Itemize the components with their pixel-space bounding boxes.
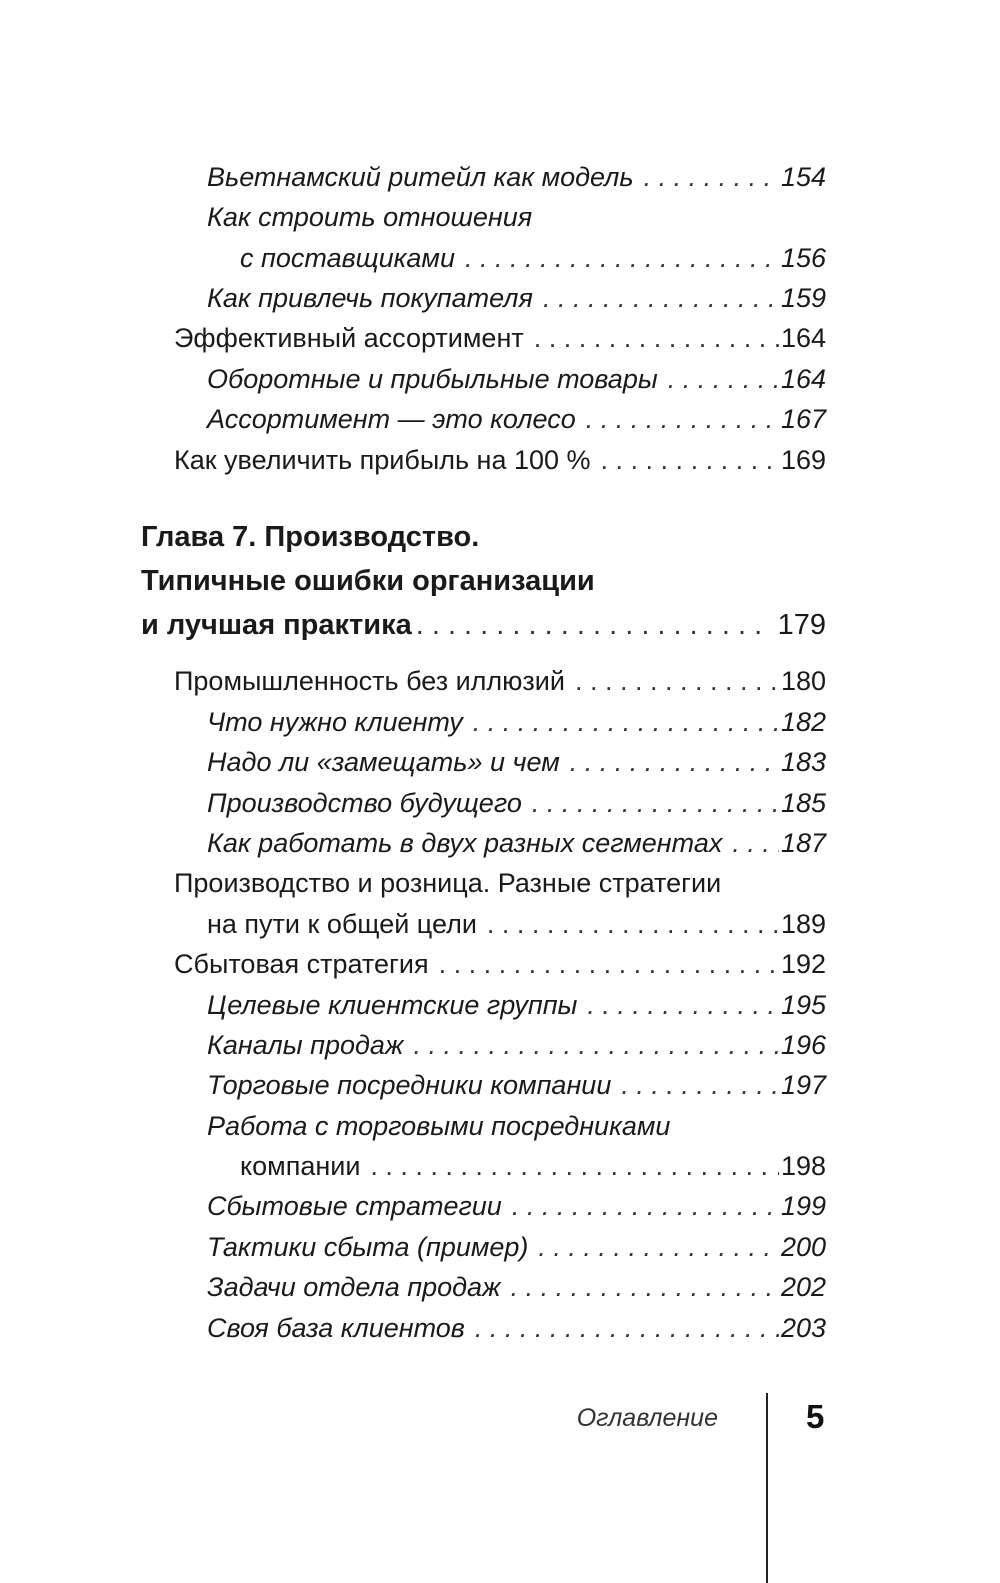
leader-dots (473, 702, 779, 742)
toc-entry[interactable] (207, 1308, 826, 1348)
running-footer-title: Оглавление (576, 1404, 718, 1432)
leader-dots (416, 603, 766, 647)
toc-entry-page: 202 (780, 1272, 826, 1302)
toc-entry[interactable] (174, 318, 826, 358)
leader-dots (534, 318, 779, 358)
toc-entry[interactable] (207, 742, 826, 782)
toc-entry-page: 195 (780, 990, 826, 1020)
toc-entry-page: 197 (780, 1070, 826, 1100)
leader-dots (370, 1146, 779, 1186)
leader-dots (644, 157, 779, 197)
toc-entry-page: 154 (780, 162, 826, 192)
toc-entry[interactable] (174, 440, 826, 480)
toc-entry-title: Тактики сбыта (пример) (207, 1232, 529, 1262)
toc-entry-page: 183 (780, 747, 826, 777)
toc-entry-title: Оборотные и прибыльные товары (207, 364, 658, 394)
toc-entry-page: 159 (780, 283, 826, 313)
toc-entry[interactable] (207, 985, 826, 1025)
toc-entry-title: Задачи отдела продаж (207, 1272, 501, 1302)
toc-entry-page: 187 (780, 828, 826, 858)
toc-entry-page: 164 (780, 323, 826, 353)
toc-entry-page: 196 (780, 1030, 826, 1060)
toc-entry[interactable] (207, 1267, 826, 1307)
chapter-entry[interactable] (141, 603, 826, 647)
leader-dots (532, 783, 779, 823)
toc-entry[interactable] (174, 944, 826, 984)
toc-entry-page: 185 (780, 788, 826, 818)
leader-dots (575, 661, 779, 701)
toc-entry[interactable] (207, 823, 826, 863)
toc-entry-continuation[interactable] (240, 1146, 826, 1186)
toc-entry-title: Как строить отношения (207, 202, 533, 232)
toc-entry-continuation[interactable] (207, 904, 826, 944)
page-number: 5 (806, 1398, 825, 1435)
toc-entry-page: 189 (780, 909, 826, 939)
leader-dots (601, 440, 779, 480)
toc-entry[interactable] (207, 399, 826, 439)
toc-entry-page: 203 (780, 1313, 826, 1343)
toc-entry[interactable] (207, 1106, 670, 1146)
toc-entry-title: Вьетнамский ритейл как модель (207, 162, 634, 192)
toc-entry[interactable] (207, 197, 532, 237)
toc-entry-title: Ассортимент — это колесо (207, 404, 576, 434)
leader-dots (487, 904, 779, 944)
toc-entry-title: Эффективный ассортимент (174, 323, 524, 353)
toc-entry-page: 182 (780, 707, 826, 737)
toc-entry[interactable] (207, 1025, 826, 1065)
leader-dots (543, 278, 779, 318)
toc-entry-page: 198 (780, 1151, 826, 1181)
toc-entry-title: Производство будущего (207, 788, 522, 818)
toc-entry[interactable] (174, 863, 721, 903)
toc-entry[interactable] (207, 1227, 826, 1267)
leader-dots (587, 985, 779, 1025)
toc-entry-title: Производство и розница. Разные стратегии (174, 868, 722, 898)
toc-entry-title: компании (240, 1151, 361, 1181)
footer-divider (766, 1393, 768, 1583)
leader-dots (621, 1065, 779, 1105)
toc-entry[interactable] (207, 157, 826, 197)
chapter-title-line: и лучшая практика (141, 609, 412, 641)
toc-entry-title: Каналы продаж (207, 1030, 404, 1060)
toc-entry[interactable] (207, 278, 826, 318)
leader-dots (439, 944, 779, 984)
toc-entry-title: Сбытовые стратегии (207, 1191, 502, 1221)
toc-entry-page: 192 (780, 949, 826, 979)
toc-entry-title: Работа с торговыми посредниками (207, 1111, 671, 1141)
leader-dots (570, 742, 779, 782)
leader-dots (668, 359, 779, 399)
chapter-title-line[interactable]: Типичные ошибки организации (141, 565, 595, 597)
toc-entry[interactable] (207, 359, 826, 399)
toc-entry-page: 167 (780, 404, 826, 434)
toc-entry-title: на пути к общей цели (207, 909, 477, 939)
leader-dots (475, 1308, 779, 1348)
leader-dots (732, 823, 779, 863)
toc-entry[interactable] (207, 1065, 826, 1105)
leader-dots (511, 1267, 779, 1307)
toc-entry-title: Своя база клиентов (207, 1313, 465, 1343)
toc-entry-title: Сбытовая стратегия (174, 949, 429, 979)
leader-dots (538, 1227, 779, 1267)
toc-entry-title: Надо ли «замещать» и чем (207, 747, 560, 777)
toc-entry[interactable] (207, 783, 826, 823)
toc-entry-title: Как привлечь покупателя (207, 283, 533, 313)
leader-dots (465, 238, 779, 278)
chapter-page: 179 (777, 609, 826, 641)
toc-entry[interactable] (174, 661, 826, 701)
toc-entry-title: Что нужно клиенту (207, 707, 463, 737)
toc-entry[interactable] (207, 1186, 826, 1226)
toc-entry-title: с поставщиками (240, 243, 455, 273)
toc-entry-continuation[interactable] (240, 238, 826, 278)
toc-entry-page: 156 (780, 243, 826, 273)
toc-entry-title: Целевые клиентские группы (207, 990, 578, 1020)
leader-dots (512, 1186, 779, 1226)
leader-dots (586, 399, 779, 439)
toc-entry[interactable] (207, 702, 826, 742)
toc-entry-page: 169 (780, 445, 826, 475)
chapter-title-line[interactable]: Глава 7. Производство. (141, 521, 480, 553)
toc-entry-title: Торговые посредники компании (207, 1070, 612, 1100)
toc-entry-page: 164 (780, 364, 826, 394)
toc-entry-page: 199 (780, 1191, 826, 1221)
toc-entry-page: 200 (780, 1232, 826, 1262)
toc-entry-title: Как увеличить прибыль на 100 % (174, 445, 591, 475)
toc-entry-page: 180 (780, 666, 826, 696)
toc-entry-title: Промышленность без иллюзий (174, 666, 565, 696)
toc-entry-title: Как работать в двух разных сегментах (207, 828, 723, 858)
leader-dots (414, 1025, 779, 1065)
